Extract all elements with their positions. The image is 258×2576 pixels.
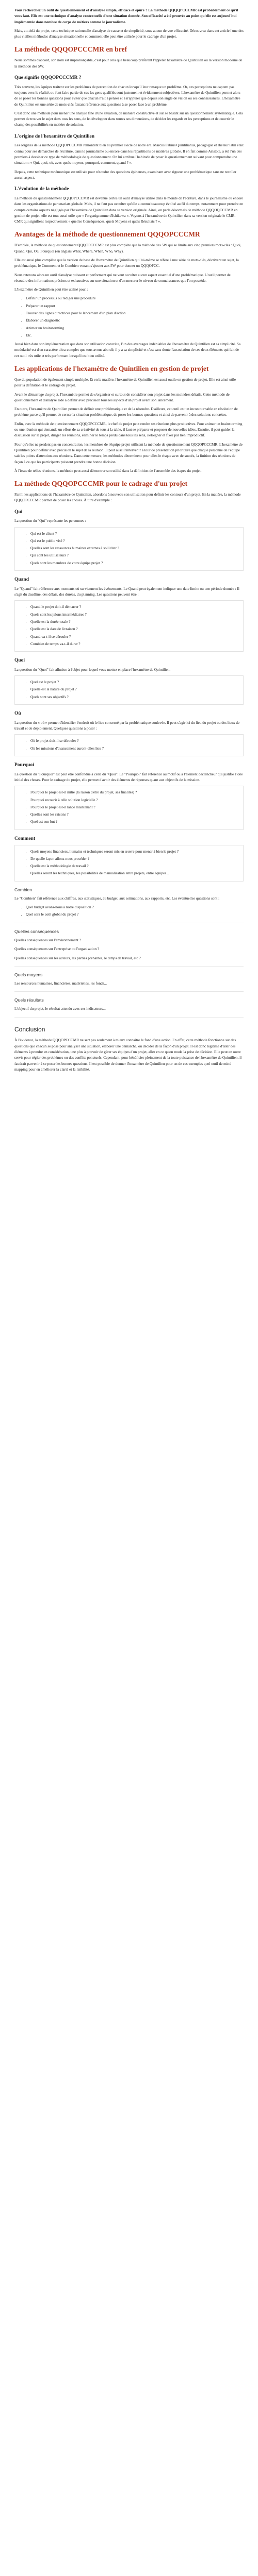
question-title-quand: Quand (14, 577, 29, 583)
section-title: La méthode QQQOPCCCMR en bref (14, 45, 127, 54)
question-title-combien: Combien (14, 887, 33, 892)
intro-lead: Vous recherchez un outil de questionnement et d'analyse simple, efficace et épuré ? La méthode QQQQPCCCMR est probablement ce qu'il vous faut. Elle est une technique d'analyse contextuelle d'une situation donnée. Son efficacité a été prouvée au point qu'elle est aujourd'hui implémentée dans nombre de corps de métiers comme le journalisme. (14, 8, 238, 24)
list-item: • Pourquoi recourir à telle solution logicielle ? (30, 797, 239, 803)
section-title: Avantages de la méthode de questionnement QQQOPCCCMR (14, 230, 200, 239)
paragraph: Que du population de également simple multiple. Et en la matière, l'hexamètre de Quintilien est aussi outile en gestion de projet. Elle est ainsi utile pour la définition et le cadrage du projet. (14, 377, 236, 388)
list-item: • Quand le projet doit-il démarrer ? (30, 604, 239, 609)
paragraph: C'est donc une méthode pour mener une analyse fine d'une situation, de manière constructive et sur se basant sur un questionnement systématique. Cela permet de trouver le sujet dans tous les sens, de le développer dans toutes ses dimensions, de décider les regards et les perceptions et de couvrir le champ des possibilités en matière de solution. (14, 110, 243, 127)
question-title-ou: Où (14, 711, 21, 717)
list-item: • De quelle façon allons-nous procéder ? (30, 856, 239, 861)
list-item: • Quels sont les membres de votre équipe projet ? (30, 560, 239, 566)
list-item: • Qui est le public visé ? (30, 538, 239, 544)
paragraph: Les origines de la méthode QQQOPCCCMR remontent bien au premier siècle de notre ère. Marcus Fabius Quintilianus, pédagogue et rhéteur latin était connu pour ses démarches de l'écriture, dans le journalisme ou encore dans les répartitions de matières globale. Il en fait comme Aristote, a été l'un des premiers à dessiner ce type de méthodologie de questionnement. On lui attribue l'habitude de poser le questionnement suivant pour comprendre une situation : « Qui, quoi, où, avec quels moyens, pourquoi, comment, quand ? ». (14, 143, 244, 165)
paragraph: Le "Combien" fait référence aux chiffres, aux statistiques, au budget, aux estimations, aux rapports, etc. Les éventuelles questions sont : (14, 895, 220, 901)
list-item: • Quels moyens financiers, humains et techniques seront mis en œuvre pour mener à bien le projet ? (30, 849, 239, 854)
paragraph: La question du "Qui" représente les personnes : (14, 518, 86, 523)
divider (14, 1017, 244, 1018)
paragraph: D'emblée, la méthode de questionnement QQQOPCCCMR est plus complète que la méthode des 5W qui se limite aux cinq premiers mots-clés : Quoi, Quand, Qui, Où, Pourquoi (en anglais What, Where, When, Who, Why). (14, 243, 241, 253)
divider (14, 991, 244, 992)
paragraph: L'objectif du projet, le résultat attendu avec ses indicateurs... (14, 1006, 106, 1011)
paragraph: Nous retenons alors un outil d'analyse puissant et performant qui ne veut occulter aucun aspect essentiel d'une problématique. L'outil permet de résoudre des informations précises et exhaustives sur une situation et d'en mesurer le niveau de connaissances que l'on possède. (14, 272, 231, 283)
list-item: • Élaborer un diagnostic (26, 317, 244, 323)
list-item: Quelles conséquences sur l'environnement ? (14, 937, 81, 942)
list-item: • Combien de temps va-t-il durer ? (30, 641, 239, 647)
question-title-quoi: Quoi (14, 658, 25, 664)
list-item: • Quels sont les jalons intermédiaires ? (30, 612, 239, 617)
article (0, 0, 258, 1086)
list-item: Quelles conséquences sur l'entreprise ou l'organisation ? (14, 946, 100, 952)
list-item: • Quel est son but ? (30, 819, 239, 824)
paragraph: En outre, l'hexamètre de Quintilien permet de définir une problématique et de la résoudre. D'ailleurs, cet outil est un incontournable en résolution de problème parce qu'il permet de cerner la situation problématique, de poser les bonnes questions et ainsi de parvenir à des solutions concrètes. (14, 406, 238, 417)
section-title: Les applications de l'hexamètre de Quintilien en gestion de projet (14, 365, 209, 373)
paragraph: Pour qu'elles ne perdent pas en concentration, les membres de l'équipe projet utilisent la méthode de questionnement QQQOPCCCMR. L'hexamètre de Quintilien pour définir avec précision le sujet de la réunion. Il peut aussi l'intervenir à tour de présentation prioritaire que chaque personne de l'équipe sait les points d'attention aux réunions. Dans cette mesure, les méthodes déterminent pour elles le risque avec de succès, la finition des réunions de façon à ce que les participants puissent prendre une bonne décision. (14, 442, 243, 464)
section-title: La méthode QQQOPCCCMR pour le cadrage d'un projet (14, 480, 188, 488)
divider (14, 966, 244, 967)
question-box (14, 675, 244, 705)
question-title-moyens: Quels moyens (14, 972, 43, 977)
list-item: • Quelle est la date de livraison ? (30, 626, 239, 632)
list-item: • Quels sont ses objectifs ? (30, 694, 239, 700)
question-box (14, 845, 244, 882)
list-item: • Pourquoi le projet est-il initié (la raison d'être du projet, ses finalités) ? (30, 789, 239, 795)
question-box (14, 734, 244, 756)
paragraph: Le "Quand" fait référence aux moments où surviennent les événements. Le Quand peut également indiquer une date limite ou une période donnée : Il s'agit du deadline, des délais, des durées, du planning. Les questions peuvent être : (14, 586, 239, 597)
paragraph: Nous sommes d'accord, son nom est imprononçable, c'est pour cela que beaucoup préfèrent l'appeler hexamètre de Quintilien ou la version moderne de la méthode des 5W. (14, 58, 243, 69)
paragraph: Les ressources humaines, financières, matérielles, les fonds... (14, 980, 107, 986)
list-item: • Trouver des lignes directrices pour le lancement d'un plan d'action (26, 310, 244, 316)
list-item: • Quelles sont les ressources humaines externes à solliciter ? (30, 545, 239, 551)
paragraph: À l'issue de telles réunions, la méthode peut aussi démontrer son utilité dans la définition de l'ensemble des étapes du projet. (14, 468, 202, 473)
intro-paragraph: Mais, au-delà du projet, cette technique rationnelle d'analyse de cause et de simplicité, sous aucun de vue efficacité. Découvrez dans cet article l'une des plus vieilles méthodes d'analyse situationnelle et comment elle peut être utilisée pour le cadrage d'un projet. (14, 28, 244, 39)
question-title-qui: Qui (14, 509, 23, 515)
paragraph: La question du « où » permet d'identifier l'endroit où le lieu concerné par la problématique soulevée. Il peut s'agir ici du lieu du projet ou des lieux de travail et de déploiement. Quelques questions à poser : (14, 720, 240, 731)
bullet-list (14, 295, 244, 338)
list-item: • Quelle est la méthodologie de travail ? (30, 863, 239, 869)
list-item: • Quelle est la nature du projet ? (30, 686, 239, 692)
paragraph: À l'évidence, la méthode QQQOPCCCMR ne sert pas seulement à mieux connaître le fond d'une action. En effet, cette méthode fonctionne sur des questions que chacun se pose pour analyser une situation, élaborer une démarche, ou décider de la façon d'un projet. Il est donc légitime d'aller des éléments à prendre en considération, une plus à pouvoir de gérer ses équipes d'un projet, aller en ce qu'on mode la prise de décision. Elle peut en outre servir pour régler des problèmes ou des conflits ponctuels. Cependant, pour bénéficier pleinement de la toute puissance de l'hexamètre de Quintilien, il faudrait parvenir à se poser les bonnes questions. Il est possible de donner l'hexamètre de Quintilien pour un de ces exemples quel outil de mind mapping pour en améliorer la clarté et la lisibilité. (14, 1038, 242, 1072)
paragraph: Depuis, cette technique mnémonique est utilisée pour résoudre des questions épineuses, examinant avec rigueur une problématique sans ne recoller aucun aspect. (14, 169, 236, 180)
list-item: • Quel est le projet ? (30, 679, 239, 685)
paragraph: Enfin, avec la méthode de questionnement QQQOPCCCMR, le chef de projet peut rendre ses réunions plus productives. Pour animer un brainstorming ou une réunion qui demande un effort de sa créativité de tous à la table, il faut se préparer et proposer de nouvelles idées. Ensuite, il peut guider la discussion sur le projet, diriger les réunions, éliminer le temps perdu dans tous les sens, s'éloigner et fixer par lien improductif. (14, 421, 243, 438)
question-box (14, 786, 244, 829)
subsection-title: Que signifie QQQOPCCCMR ? (14, 75, 82, 80)
list-item: • Animer un brainstorming (26, 325, 244, 331)
question-title-comment: Comment (14, 836, 36, 841)
question-title-pourquoi: Pourquoi (14, 762, 34, 768)
list-item: • Quelles seront les techniques, les possibilités de manualisation entre projets, entre équipes... (30, 870, 239, 876)
paragraph: La méthode du questionnement QQQOPCCCMR est devenue certes un outil d'analyse utilisé dans le monde de l'écriture, dans le journalisme ou encore dans les organisations de partenariats globale. Mais, il ne faut pas occulter qu'elle a connu beaucoup évolué au fil du temps, notamment pour prendre en compte certains aspects négligés par l'hexamètre de Quintilien dans sa version originale. Ainsi, on parle désormais de méthode QQQOQCCCMR en gestion de projet, elle est tout aussi utile que « l'organigramme d'Ishikawa ». Voyons à l'hexamètre de Quintilien dans sa version originale le CMR. CMR qui signifient respectivement « quelles Conséquences, quels Moyens et quels Résultats ? ». (14, 195, 244, 224)
list-item: • Quelles sont les raisons ? (30, 811, 239, 817)
list-item: • Définir un processus ou rédiger une procédure (26, 295, 244, 301)
paragraph: La question du "Quoi" fait allusion à l'objet pour lequel vous mettez en place l'hexamètre de Quintilien. (14, 667, 171, 672)
list-item: • Qui sont les utilisateurs ? (30, 552, 239, 558)
list-item: • Où les missions d'avancement auront-elles lieu ? (30, 745, 239, 751)
list-item: • Quel sera le coût global du projet ? (26, 911, 244, 917)
question-title-resultats: Quels résultats (14, 997, 44, 1003)
paragraph: Aussi bien dans son implémentation que dans son utilisation concrète, l'un des avantages indéniables de l'hexamètre de Quintilien est sa simplicité. Sa modularité est d'un caractère ultra-complet que tous avons abordé, il y a sa simplicité et c'est sans doute l'association de ces deux éléments qui fait de cet outil très utile et très performant lorsqu'il est bien utilisé. (14, 342, 241, 358)
conclusion-title: Conclusion (14, 1025, 45, 1033)
list-item: • Pourquoi le projet est-il lancé maintenant ? (30, 804, 239, 810)
paragraph: Avant le démarrage du projet, l'hexamètre permet de s'organiser et surtout de considérer son projet dans les moindres détails. Cette méthode de questionnement et d'analyse aide à définir avec précision tous les aspects d'un projet avant son lancement. (14, 392, 230, 402)
question-box (14, 527, 244, 571)
paragraph: L'hexamètre de Quintilien peut être utilisé pour : (14, 287, 88, 292)
list-item: • Quel budget avons-nous à notre disposition ? (26, 904, 244, 910)
subsection-title: L'origine de l'hexamètre de Quintilien (14, 133, 94, 139)
list-item: • Qui est le client ? (30, 531, 239, 536)
list-item: • Où le projet doit-il se dérouler ? (30, 738, 239, 743)
bullet-list (14, 904, 244, 918)
question-box (14, 600, 244, 652)
question-title-consequences: Quelles conséquences (14, 928, 59, 934)
list-item: • Quand va-t-il se dérouler ? (30, 634, 239, 639)
subsection-title: L'évolution de la méthode (14, 187, 69, 192)
paragraph: Elle est aussi plus complète que la version de base de l'hexamètre de Quintilien qui lui-même se réfère à une série de mots-clés, décrivant un sujet, la problématique, le Comment et le Combien venant s'ajouter aux 5W pour donner un QQQOPCC. (14, 257, 239, 268)
paragraph: Parmi les applications de l'hexamètre de Quintilien, abordons à nouveau son utilisation pour définir les contours d'un projet. En la matière, la méthode QQQOPCCCMR permet de poser les choses. À titre d'exemple : (14, 492, 241, 503)
paragraph: Quelles conséquences sur les acteurs, les parties prenantes, le temps de travail, etc ? (14, 955, 141, 960)
paragraph: La question du "Pourquoi" est peut être confondue à celle du "Quoi". Le "Pourquoi" fait référence au motif ou à l'élément déclencheur qui justifie l'idée initial des choses. Pour le cadrage du projet, elle permet d'avoir des éléments de réponses quant aux objectifs de la mission. (14, 771, 243, 782)
list-item: • Préparer un rapport (26, 303, 244, 309)
list-item: • Quelle est la durée totale ? (30, 619, 239, 624)
list-item: • Etc. (26, 332, 244, 338)
paragraph: Très souvent, les équipes traitent sur les problèmes de perception de chacun lorsqu'il leur rattaque un problème. Or, ces perceptions ne captent pas toujours avec le réalité, ou font faire partie de ces les gens qualifiés sont justement et évidemment subjectives. L'hexamètre de Quintilien permet alors de se poser les bonnes questions pour éviter que chacun n'ait à penser et à n'appuier que depuis son angle de vision ou ses connaissances. L'hexamètre de Quintilien est une série de mots-clés faisant référence aux questions à se poser face à un problème. (14, 84, 240, 107)
